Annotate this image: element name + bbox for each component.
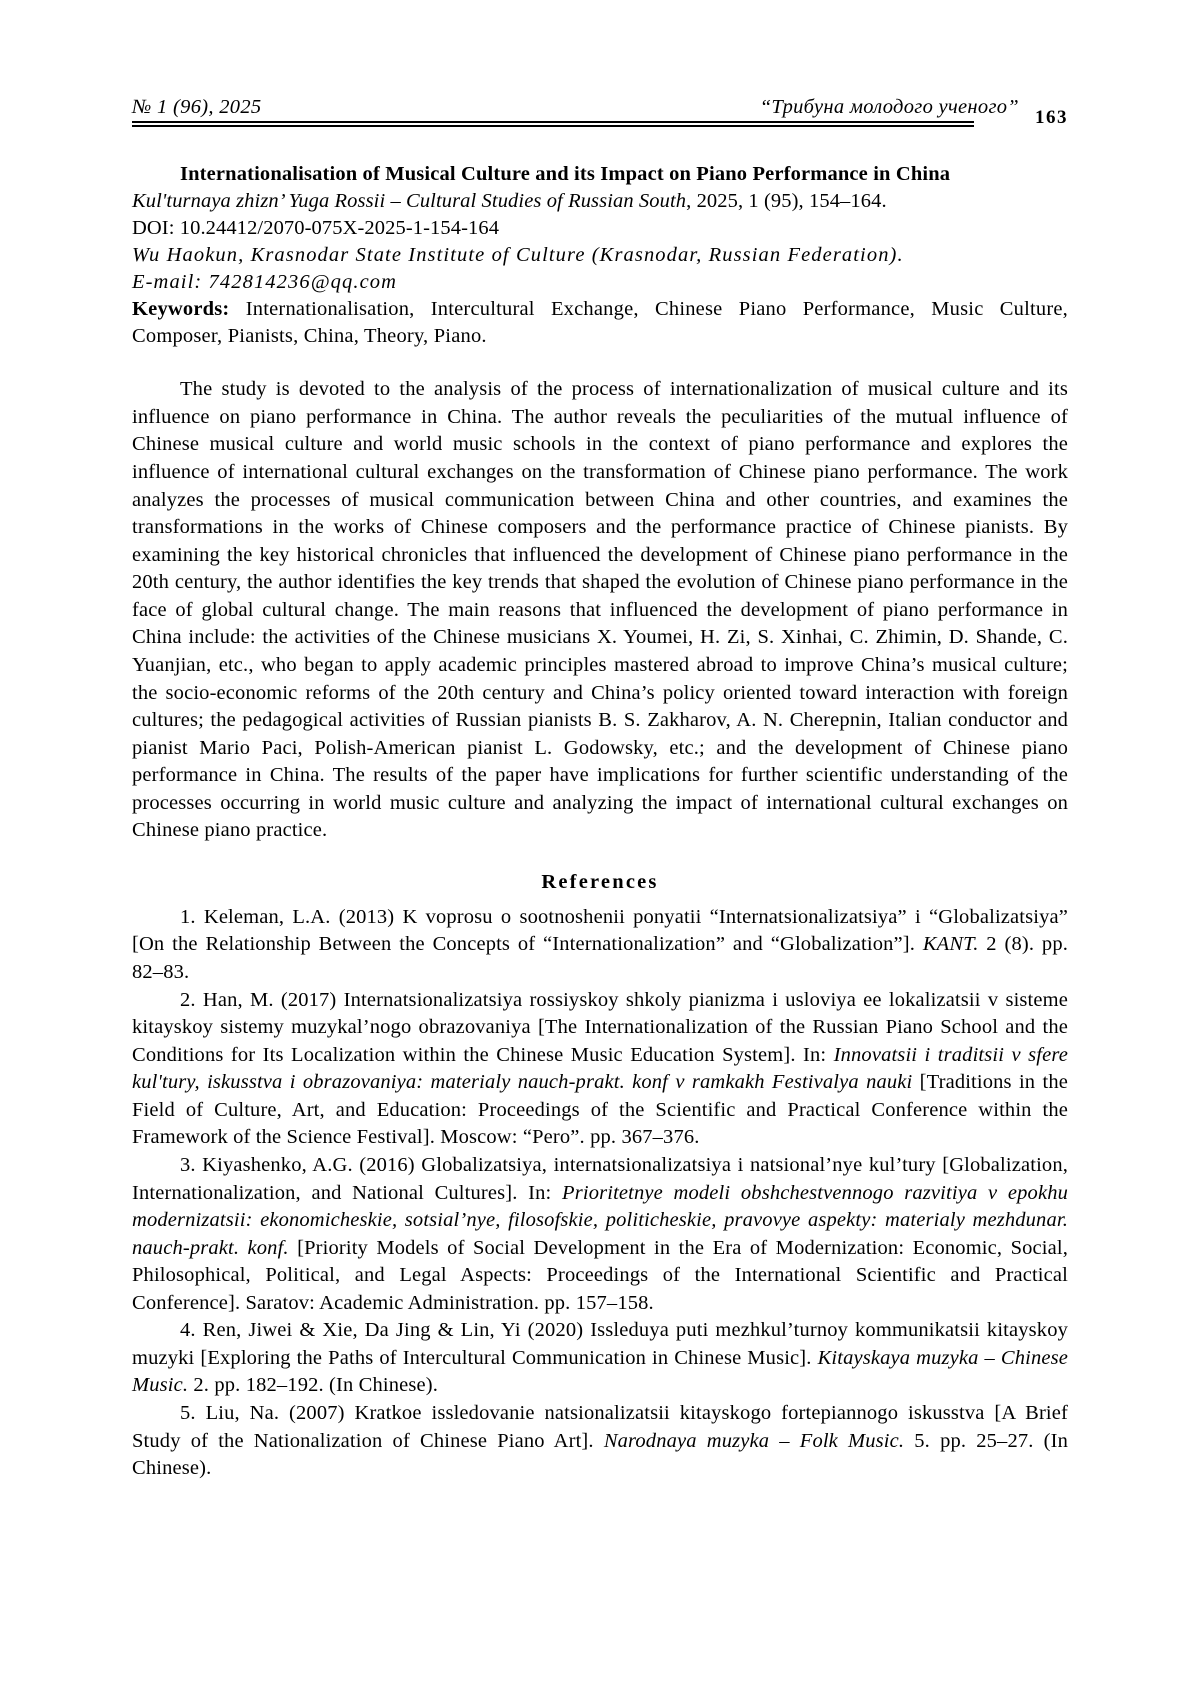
reference-text-run: 2 (8). pp. 82–83.	[132, 933, 1069, 984]
reference-text-run: 3. Kiyashenko, A.G. (2016) Globalizatsiya, internatsionalizatsiya i natsional’nye kul’tury [Globalization, Internationalization, and National Cultures]. In:	[132, 1153, 1068, 1204]
article-head	[132, 161, 1068, 350]
author-affiliation: Wu Haokun, Krasnodar State Institute of Culture (Krasnodar, Russian Federation).	[132, 244, 904, 267]
reference-text-run: Narodnaya muzyka – Folk Music.	[603, 1429, 905, 1452]
reference-item-4	[132, 1317, 1068, 1400]
article-title: Internationalisation of Musical Culture and its Impact on Piano Performance in China	[180, 163, 951, 185]
reference-text-run: Innovatsii i traditsii v sfere kul'tury, iskusstva i obrazovaniya: materialy nauch-prakt. konf v ramkakh Festivalya nauki	[132, 1043, 1068, 1094]
reference-text-run: 1. Keleman, L.A. (2013) K voprosu o sootnoshenii ponyatii “Internatsionalizatsiya” i “Globalizatsiya” [On the Relationship Between the Concepts of “Internationalization” and “Globalization”].	[132, 905, 1068, 956]
source-detail: , 2025, 1 (95), 154–164.	[686, 190, 887, 213]
keywords-line	[132, 296, 1068, 350]
reference-text-run: 2. pp. 182–192. (In Chinese).	[188, 1374, 439, 1397]
reference-item-3	[132, 1152, 1068, 1317]
keywords-label: Keywords:	[132, 298, 230, 321]
reference-text-run: Kitayskaya muzyka – Chinese Music.	[132, 1346, 1068, 1397]
source-line	[132, 188, 1068, 215]
header-rule	[132, 121, 974, 127]
doi-line: DOI: 10.24412/2070-075X-2025-1-154-164	[132, 217, 500, 240]
references-heading: References	[541, 870, 659, 893]
reference-text-run: [Priority Models of Social Development in the Era of Modernization: Economic, Social, Philosophical, Political, and Legal Aspects: Proceedings of the International Scientific and Practical Conference]. Saratov: Academic Administration. pp. 157–158.	[132, 1236, 1068, 1314]
abstract-paragraph: The study is devoted to the analysis of the process of internationalization of musical culture and its influence on piano performance in China. The author reveals the peculiarities of the mutual influence of Chinese musical culture and world music schools in the context of piano performance and explores the influence of international cultural exchanges on the transformation of Chinese piano performance. The work analyzes the processes of musical communication between China and other countries, and examines the transformations in the works of Chinese composers and the performance practice of Chinese pianists. By examining the key historical chronicles that influenced the development of Chinese piano performance in the 20th century, the author identifies the key trends that shaped the evolution of Chinese piano performance in the face of global cultural change. The main reasons that influenced the development of piano performance in China include: the activities of the Chinese musicians X. Youmei, H. Zi, S. Xinhai, C. Zhimin, D. Shande, C. Yuanjian, etc., who began to apply academic principles mastered abroad to improve China’s musical culture; the socio-economic reforms of the 20th century and China’s policy oriented toward interaction with foreign cultures; the pedagogical activities of Russian pianists B. S. Zakharov, A. N. Cherepnin, Italian conductor and pianist Mario Paci, Polish-American pianist L. Godowsky, etc.; and the development of Chinese piano performance in China. The results of the paper have implications for further scientific understanding of the processes occurring in world music culture and analyzing the impact of international cultural exchanges on Chinese piano practice.	[132, 378, 1068, 842]
author-email: E-mail: 742814236@qq.com	[132, 271, 398, 294]
reference-text-run: 5. Liu, Na. (2007) Kratkoe issledovanie natsionalizatsii kitayskogo fortepiannogo iskusstva [A Brief Study of the Nationalization of Chinese Piano Art].	[132, 1402, 1068, 1452]
keywords-list: Internationalisation, Intercultural Exchange, Chinese Piano Performance, Music Culture, Composer, Pianists, China, Theory, Piano.	[132, 298, 1068, 348]
running-head	[132, 96, 1068, 127]
references-list	[132, 904, 1068, 1483]
reference-item-5	[132, 1400, 1068, 1483]
reference-item-1	[132, 904, 1068, 987]
reference-text-run: 4. Ren, Jiwei & Xie, Da Jing & Lin, Yi (2020) Issleduya puti mezhkul’turnoy kommunikatsii kitayskoy muzyki [Exploring the Paths of Intercultural Communication in Chinese Music].	[132, 1319, 1068, 1369]
page-number: 163	[1035, 107, 1068, 128]
reference-text-run: 2. Han, M. (2017) Internatsionalizatsiya rossiyskoy shkoly pianizma i usloviya ee lokalizatsii v sisteme kitayskoy sistemy muzykal’nogo obrazovaniya [The Internationalization of the Russian Piano School and the Conditions for Its Localization within the Chinese Music Education System]. In:	[132, 988, 1068, 1066]
issue-number: № 1 (96), 2025	[132, 96, 262, 118]
source-title: Kul'turnaya zhizn’ Yuga Rossii – Cultural Studies of Russian South	[132, 190, 687, 213]
reference-item-2	[132, 987, 1068, 1152]
reference-text-run: Prioritetnye modeli obshchestvennogo razvitiya v epokhu modernizatsii: ekonomicheskie, sotsial’nye, filosofskie, politicheskie, pravovye aspekty: materialy mezhdunar. nauch-prakt. konf.	[132, 1181, 1068, 1259]
reference-text-run: [Traditions in the Field of Culture, Art, and Education: Proceedings of the Scientific and Practical Conference within the Framework of the Science Festival]. Moscow: “Pero”. pp. 367–376.	[132, 1071, 1068, 1149]
journal-section: “Трибуна молодого ученого”	[759, 96, 1019, 118]
reference-text-run: 5. pp. 25–27. (In Chinese).	[132, 1429, 1068, 1480]
reference-text-run: KANT.	[922, 933, 979, 956]
